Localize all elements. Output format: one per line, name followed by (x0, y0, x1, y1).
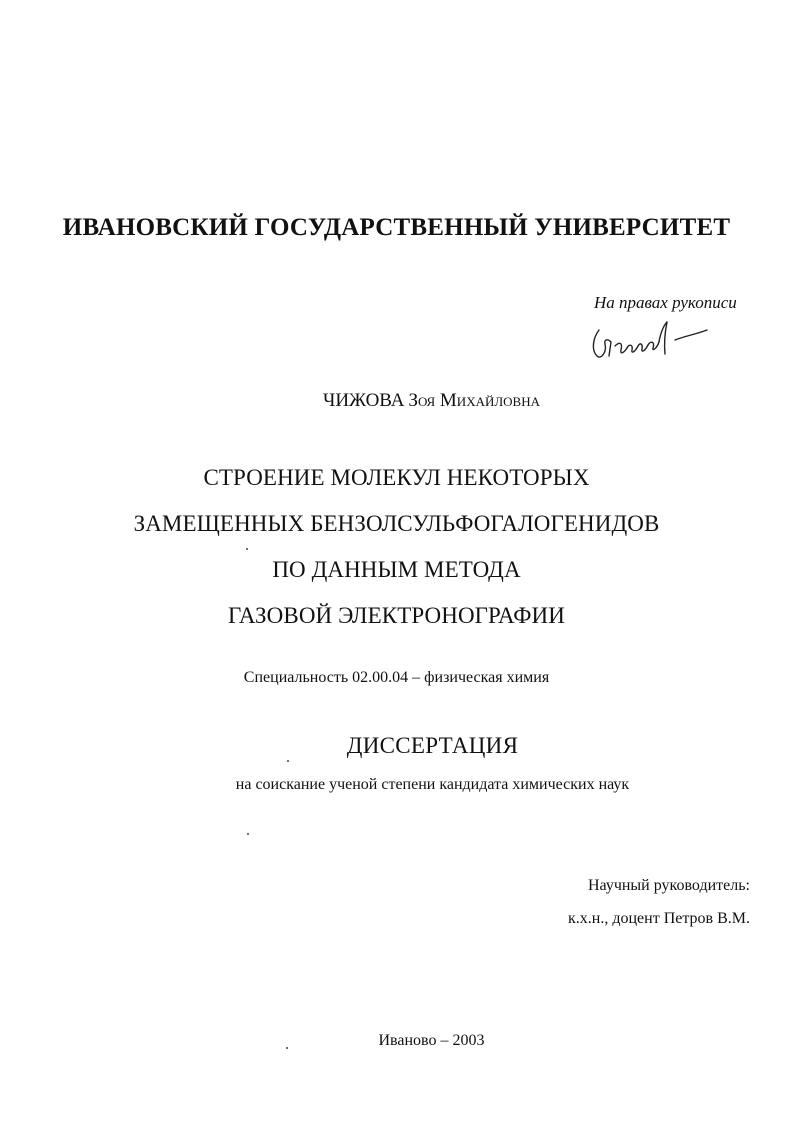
author-surname: ЧИЖОВА (322, 390, 405, 411)
scan-speck (246, 548, 248, 550)
scan-speck (247, 833, 249, 835)
handwritten-signature (585, 312, 715, 372)
city-year: Иваново – 2003 (378, 1032, 485, 1049)
scan-speck (287, 760, 289, 762)
advisor-name: к.х.н., доцент Петров В.М. (568, 910, 750, 927)
title-line: ГАЗОВОЙ ЭЛЕКТРОНОГРАФИИ (228, 603, 565, 628)
author-name (0, 388, 793, 415)
degree-line: на соискание ученой степени кандидата химических наук (235, 776, 630, 793)
scan-speck (286, 1047, 288, 1049)
dissertation-title (0, 455, 793, 639)
scientific-advisor (480, 869, 750, 935)
manuscript-rights-note: На правах рукописи (594, 293, 737, 312)
title-line: ЗАМЕЩЕННЫХ БЕНЗОЛСУЛЬФОГАЛОГЕНИДОВ (133, 511, 660, 536)
advisor-label: Научный руководитель: (587, 877, 750, 894)
title-line: ПО ДАННЫМ МЕТОДА (272, 557, 521, 582)
specialty-line: Специальность 02.00.04 – физическая химия (243, 669, 550, 686)
title-line: СТРОЕНИЕ МОЛЕКУЛ НЕКОТОРЫХ (203, 465, 590, 490)
document-type: ДИССЕРТАЦИЯ (346, 733, 519, 758)
author-given-names: Зоя Михайловна (408, 390, 541, 411)
university-name: ИВАНОВСКИЙ ГОСУДАРСТВЕННЫЙ УНИВЕРСИТЕТ (62, 214, 731, 241)
